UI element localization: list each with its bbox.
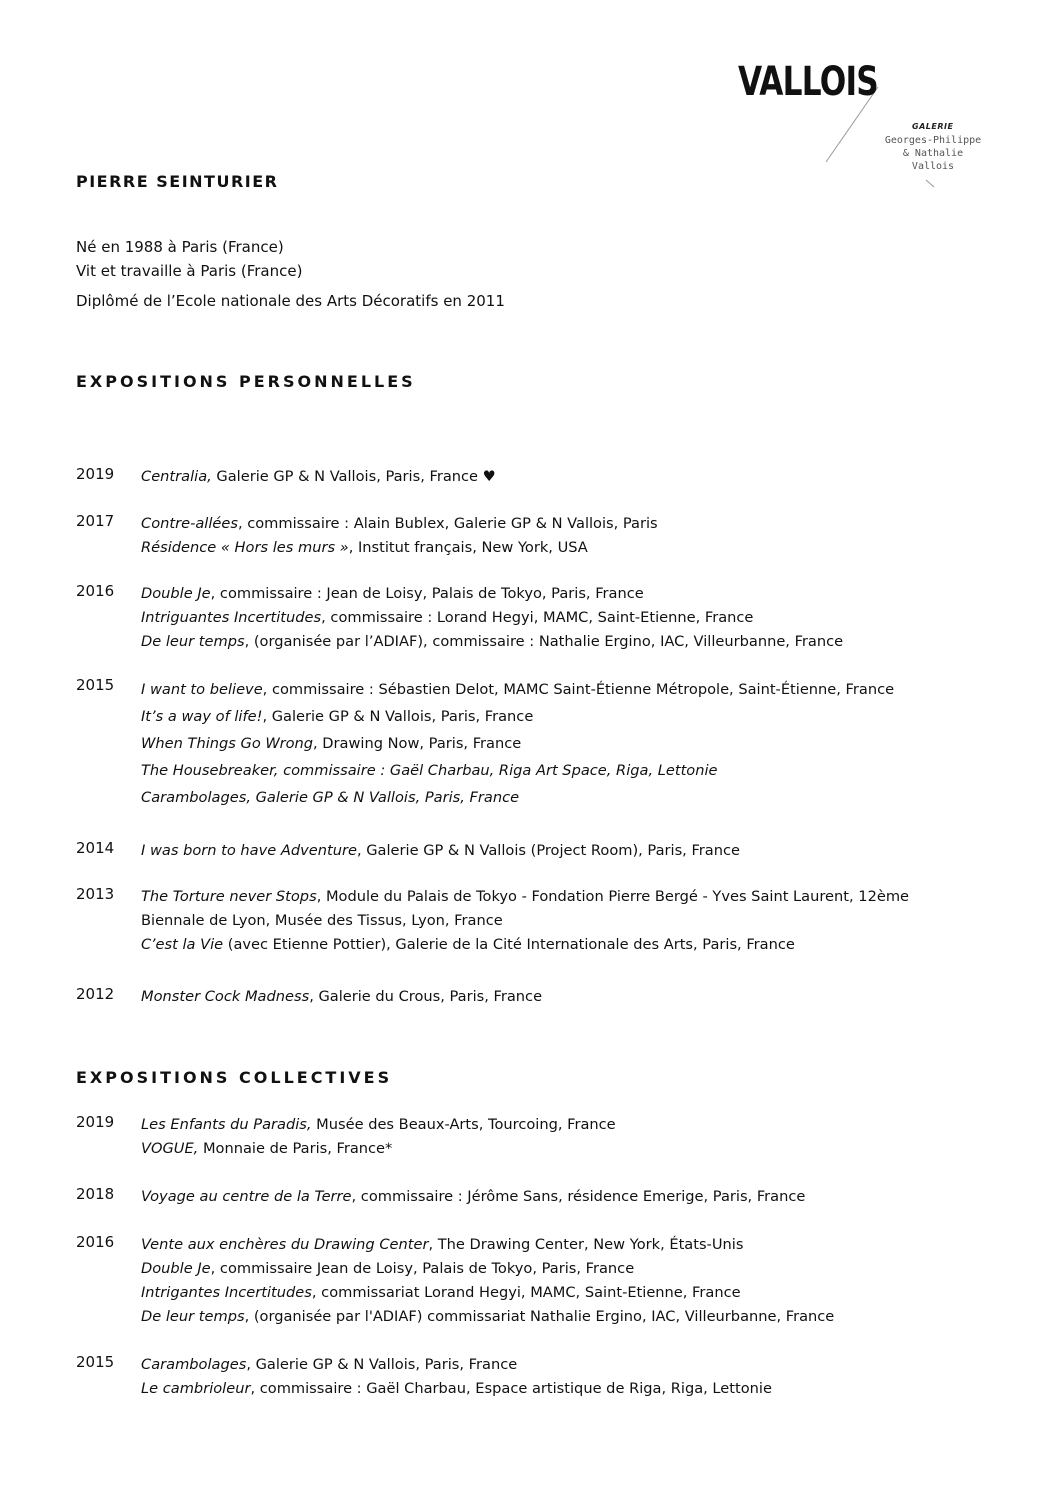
exhibition-details: (avec Etienne Pottier), Galerie de la Cité Internationale des Arts, Paris, France xyxy=(223,936,795,953)
exhibition-title: De leur temps xyxy=(141,1308,245,1325)
exhibition-details: , commissariat Lorand Hegyi, MAMC, Saint-Etienne, France xyxy=(311,1284,741,1301)
exhibition-title: Carambolages, Galerie GP & N Vallois, Paris, France xyxy=(141,789,520,806)
exhibition-details: , Galerie GP & N Vallois (Project Room), Paris, France xyxy=(356,842,740,859)
exhibition-lines xyxy=(141,676,1036,811)
exhibition-details: , commissaire : Jean de Loisy, Palais de Tokyo, Paris, France xyxy=(210,585,644,602)
exhibition-line xyxy=(141,512,1036,536)
exhibition-year: 2014 xyxy=(76,839,115,857)
exhibition-line xyxy=(141,536,1036,560)
exhibition-details: Galerie GP & N Vallois, Paris, France ♥ xyxy=(211,468,496,485)
exhibition-year: 2019 xyxy=(76,465,115,483)
exhibition-entry xyxy=(76,676,1036,811)
exhibition-details: , Institut français, New York, USA xyxy=(348,539,588,556)
exhibition-title: Intrigantes Incertitudes xyxy=(141,1284,312,1301)
logo-name-line: Georges-Philippe xyxy=(884,135,982,146)
exhibition-details: , commissaire : Gaël Charbau, Espace artistique de Riga, Riga, Lettonie xyxy=(250,1380,772,1397)
exhibition-line xyxy=(141,465,1036,489)
exhibition-title: Carambolages xyxy=(141,1356,247,1373)
exhibition-entry xyxy=(76,985,1036,1009)
exhibition-lines xyxy=(141,1233,1036,1329)
exhibition-lines xyxy=(141,985,1036,1009)
exhibition-details: Biennale de Lyon, Musée des Tissus, Lyon, France xyxy=(141,912,503,929)
exhibition-lines xyxy=(141,465,1036,489)
exhibition-title: Double Je xyxy=(141,585,211,602)
section-heading-personal: EXPOSITIONS PERSONNELLES xyxy=(76,372,416,391)
exhibition-line xyxy=(141,885,1036,909)
exhibition-details: , Galerie GP & N Vallois, Paris, France xyxy=(262,708,534,725)
exhibition-lines xyxy=(141,512,1036,560)
exhibition-line xyxy=(141,582,1036,606)
artist-name: PIERRE SEINTURIER xyxy=(76,172,279,191)
exhibition-entry xyxy=(76,1185,1036,1209)
exhibition-line xyxy=(141,606,1036,630)
exhibition-details: , commissaire : Sébastien Delot, MAMC Saint-Étienne Métropole, Saint-Étienne, France xyxy=(262,681,895,698)
logo-wordmark: VALLOIS xyxy=(738,59,878,105)
exhibition-year: 2015 xyxy=(76,1353,115,1371)
exhibition-details: , The Drawing Center, New York, États-Unis xyxy=(428,1236,744,1253)
exhibition-entry xyxy=(76,465,1036,489)
exhibition-title: Les Enfants du Paradis, xyxy=(141,1116,312,1133)
exhibition-entry xyxy=(76,839,1036,863)
exhibition-lines xyxy=(141,1353,1036,1401)
exhibition-lines xyxy=(141,1113,1036,1161)
exhibition-title: De leur temps xyxy=(141,633,245,650)
exhibition-title: Le cambrioleur xyxy=(141,1380,251,1397)
logo-galerie-label: GALERIE xyxy=(912,122,954,131)
exhibition-line xyxy=(141,839,1036,863)
exhibition-details: , Galerie du Crous, Paris, France xyxy=(309,988,543,1005)
exhibition-line xyxy=(141,909,1036,933)
exhibition-year: 2012 xyxy=(76,985,115,1003)
exhibition-title: It’s a way of life! xyxy=(141,708,263,725)
exhibition-entry xyxy=(76,512,1036,560)
exhibition-entry xyxy=(76,582,1036,654)
exhibition-details: Monnaie de Paris, France* xyxy=(198,1140,393,1157)
collective-exhibitions-list xyxy=(76,1113,1036,1401)
exhibition-line xyxy=(141,1377,1036,1401)
exhibition-title: The Housebreaker, commissaire : Gaël Charbau, Riga Art Space, Riga, Lettonie xyxy=(141,762,718,779)
exhibition-details: , Module du Palais de Tokyo - Fondation Pierre Bergé - Yves Saint Laurent, 12ème xyxy=(316,888,910,905)
exhibition-title: When Things Go Wrong xyxy=(141,735,314,752)
exhibition-title: Voyage au centre de la Terre xyxy=(141,1188,352,1205)
bio-line: Né en 1988 à Paris (France) xyxy=(76,238,284,256)
exhibition-title: I want to believe xyxy=(141,681,263,698)
exhibition-details: , commissaire : Lorand Hegyi, MAMC, Saint-Etienne, France xyxy=(321,609,754,626)
exhibition-details: , commissaire : Alain Bublex, Galerie GP & N Vallois, Paris xyxy=(237,515,658,532)
personal-exhibitions-list xyxy=(76,465,1036,1009)
logo-name-line: & Nathalie xyxy=(902,148,964,159)
exhibition-line xyxy=(141,1233,1036,1257)
exhibition-details: , (organisée par l'ADIAF) commissariat Nathalie Ergino, IAC, Villeurbanne, France xyxy=(244,1308,835,1325)
exhibition-entry xyxy=(76,1353,1036,1401)
exhibition-title: Double Je xyxy=(141,1260,211,1277)
exhibition-line xyxy=(141,985,1036,1009)
exhibition-year: 2015 xyxy=(76,676,115,694)
exhibition-year: 2019 xyxy=(76,1113,115,1131)
exhibition-title: Intriguantes Incertitudes xyxy=(141,609,322,626)
gallery-logo xyxy=(738,59,998,192)
exhibition-title: Monster Cock Madness xyxy=(141,988,310,1005)
exhibition-line xyxy=(141,676,1036,703)
exhibition-line xyxy=(141,757,1036,784)
exhibition-entry xyxy=(76,1233,1036,1329)
exhibition-line xyxy=(141,730,1036,757)
exhibition-year: 2013 xyxy=(76,885,115,903)
exhibition-title: I was born to have Adventure xyxy=(141,842,357,859)
section-heading-collective: EXPOSITIONS COLLECTIVES xyxy=(76,1068,393,1087)
exhibition-line xyxy=(141,1281,1036,1305)
exhibition-details: , commissaire Jean de Loisy, Palais de Tokyo, Paris, France xyxy=(210,1260,635,1277)
exhibition-line xyxy=(141,784,1036,811)
exhibition-line xyxy=(141,630,1036,654)
exhibition-entry xyxy=(76,1113,1036,1161)
exhibition-year: 2016 xyxy=(76,582,115,600)
exhibition-details: , (organisée par l’ADIAF), commissaire : Nathalie Ergino, IAC, Villeurbanne, France xyxy=(244,633,844,650)
exhibition-line xyxy=(141,933,1036,957)
exhibition-year: 2018 xyxy=(76,1185,115,1203)
exhibition-details: , Galerie GP & N Vallois, Paris, France xyxy=(246,1356,518,1373)
logo-name-line: Vallois xyxy=(911,161,955,172)
exhibition-line xyxy=(141,1305,1036,1329)
exhibition-year: 2017 xyxy=(76,512,115,530)
exhibition-line xyxy=(141,1257,1036,1281)
exhibition-line xyxy=(141,703,1036,730)
bio-line: Diplômé de l’Ecole nationale des Arts Décoratifs en 2011 xyxy=(76,292,505,310)
exhibition-title: Vente aux enchères du Drawing Center xyxy=(141,1236,429,1253)
exhibition-lines xyxy=(141,582,1036,654)
exhibition-lines xyxy=(141,1185,1036,1209)
exhibition-entry xyxy=(76,885,1036,957)
exhibition-line xyxy=(141,1185,1036,1209)
exhibition-line xyxy=(141,1353,1036,1377)
exhibition-title: VOGUE, xyxy=(141,1140,199,1157)
exhibition-details: Musée des Beaux-Arts, Tourcoing, France xyxy=(311,1116,616,1133)
exhibition-lines xyxy=(141,839,1036,863)
exhibition-year: 2016 xyxy=(76,1233,115,1251)
bio-line: Vit et travaille à Paris (France) xyxy=(76,262,303,280)
exhibition-title: Centralia, xyxy=(141,468,212,485)
exhibition-title: The Torture never Stops xyxy=(141,888,317,905)
exhibition-title: Contre-allées xyxy=(141,515,238,532)
bio-block xyxy=(76,235,505,313)
exhibition-line xyxy=(141,1137,1036,1161)
exhibition-line xyxy=(141,1113,1036,1137)
exhibition-lines xyxy=(141,885,1036,957)
exhibition-details: , commissaire : Jérôme Sans, résidence Emerige, Paris, France xyxy=(351,1188,806,1205)
exhibition-details: , Drawing Now, Paris, France xyxy=(313,735,522,752)
exhibition-title: C’est la Vie xyxy=(141,936,224,953)
logo-names xyxy=(878,134,988,173)
exhibition-title: Résidence « Hors les murs » xyxy=(141,539,349,556)
